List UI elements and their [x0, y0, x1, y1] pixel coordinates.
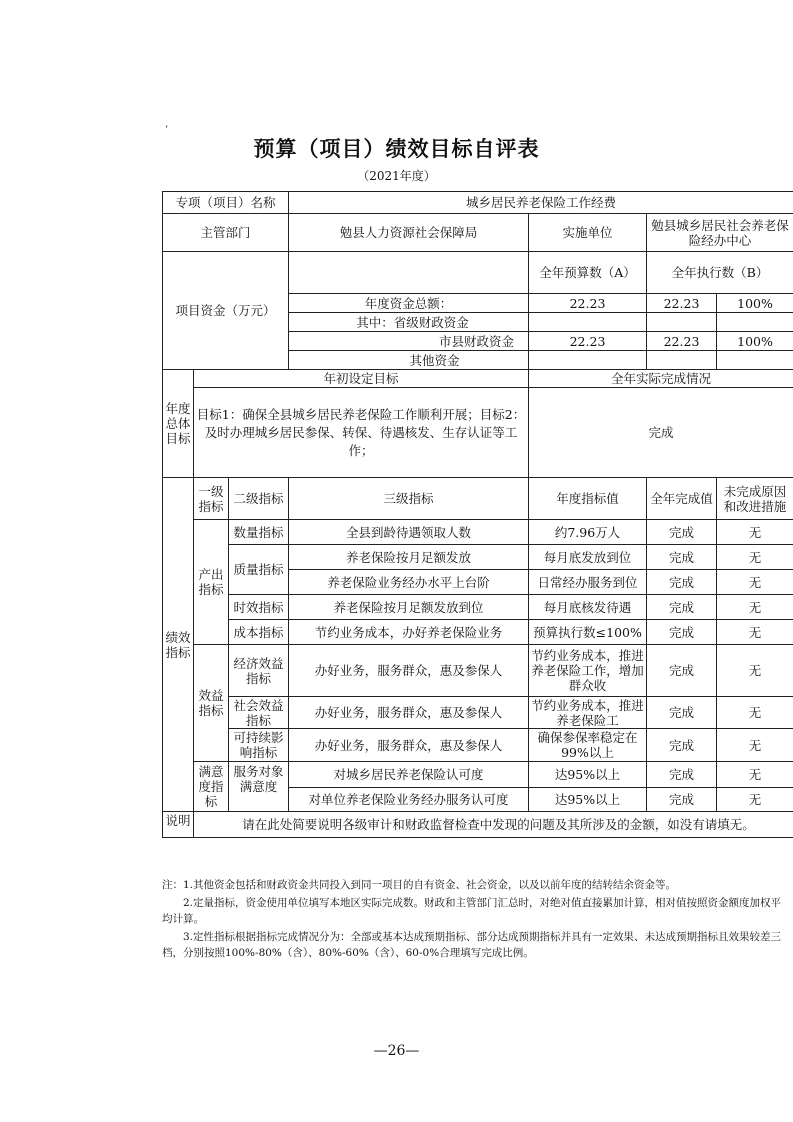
perf-header-target: 年度指标值 [529, 478, 647, 520]
corner-mark: ʻ [165, 125, 168, 135]
goals-done-text: 完成 [529, 388, 793, 478]
evaluation-table [162, 191, 793, 838]
perf-l3: 全县到龄待遇领取人数 [289, 520, 529, 545]
perf-l3: 养老保险按月足额发放 [289, 545, 529, 570]
effect-label: 效益指标 [194, 645, 229, 762]
fund-row-rate [717, 351, 793, 370]
perf-reason: 无 [717, 762, 793, 788]
fund-row-rate: 100% [717, 332, 793, 351]
project-name-label: 专项（项目）名称 [163, 192, 289, 214]
fund-row-budget: 22.23 [529, 294, 647, 313]
perf-target: 节约业务成本，推进养老保险工作，增加群众收 [531, 648, 644, 693]
impl-unit-value: 勉县城乡居民社会养老保险经办中心 [647, 214, 793, 252]
page-number: —26— [373, 1043, 420, 1059]
fund-row-exec: 22.23 [647, 332, 717, 351]
fund-row-exec: 22.23 [647, 294, 717, 313]
perf-l2: 经济效益指标 [229, 645, 289, 697]
perf-l2: 数量指标 [233, 524, 284, 540]
perf-value: 完成 [647, 620, 717, 645]
perf-reason: 无 [717, 788, 793, 812]
funds-header-blank [289, 252, 529, 294]
explain-label: 说明 [165, 812, 191, 828]
perf-reason: 无 [717, 645, 793, 697]
perf-reason: 无 [717, 729, 793, 762]
perf-target: 日常经办服务到位 [537, 574, 638, 590]
footnotes [162, 877, 782, 963]
perf-l3: 对城乡居民养老保险认可度 [289, 762, 529, 788]
goals-label: 年度总体目标 [163, 370, 194, 478]
project-name-value: 城乡居民养老保险工作经费 [289, 192, 793, 214]
dept-label: 主管部门 [163, 214, 289, 252]
perf-target: 预算执行数≤100% [533, 624, 642, 640]
perf-value: 完成 [647, 520, 717, 545]
perf-target: 每月底核发待遇 [529, 595, 647, 620]
perf-l2: 质量指标 [229, 545, 289, 595]
perf-reason: 无 [717, 570, 793, 595]
perf-value: 完成 [647, 645, 717, 697]
perf-target: 节约业务成本，推进养老保险工 [529, 697, 647, 729]
year-label: （2021年度） [357, 169, 436, 183]
perf-header-l2: 二级指标 [229, 478, 289, 520]
fund-row-budget: 22.23 [529, 332, 647, 351]
perf-l3: 养老保险业务经办水平上台阶 [289, 570, 529, 595]
perf-target: 达95%以上 [529, 762, 647, 788]
perf-reason: 无 [717, 595, 793, 620]
perf-l2: 时效指标 [233, 599, 284, 615]
perf-header-l3: 三级指标 [289, 478, 529, 520]
perf-value: 完成 [647, 570, 717, 595]
page-title: 预算（项目）绩效目标自评表 [253, 136, 540, 161]
fund-row-name: 其中：省级财政资金 [289, 313, 529, 332]
perf-value: 完成 [647, 729, 717, 762]
perf-header-l1: 一级指标 [194, 478, 229, 520]
perf-reason: 无 [717, 545, 793, 570]
perf-target: 约7.96万人 [529, 520, 647, 545]
fund-row-name: 年度资金总额： [289, 294, 529, 313]
fund-row-rate: 100% [717, 294, 793, 313]
fund-row-budget [529, 351, 647, 370]
perf-header-reason: 未完成原因和改进措施 [717, 478, 793, 520]
col-exec-header: 全年执行数（B） [647, 252, 793, 294]
perf-reason: 无 [717, 697, 793, 729]
perf-value: 完成 [647, 788, 717, 812]
perf-l3: 办好业务，服务群众，惠及参保人 [289, 645, 529, 697]
perf-l3: 办好业务，服务群众，惠及参保人 [289, 697, 529, 729]
perf-value: 完成 [647, 762, 717, 788]
col-budget-header: 全年预算数（A） [529, 252, 647, 294]
perf-target: 确保参保率稳定在99%以上 [529, 729, 647, 762]
perf-l3: 节约业务成本，办好养老保险业务 [289, 620, 529, 645]
perf-reason: 无 [717, 620, 793, 645]
perf-header-value: 全年完成值 [647, 478, 717, 520]
footnote-3: 3.定性指标根据指标完成情况分为：全部或基本达成预期指标、部分达成预期指标并具有一定效果、未达成预期指标且效果较差三档，分别按照100%-80%（含）、80%-60%（含）、60-0%合理填写完成比例。 [162, 931, 782, 959]
fund-row-name: 其他资金 [289, 351, 529, 370]
fund-row-exec [647, 351, 717, 370]
satisfaction-label: 满意度指标 [194, 762, 229, 812]
perf-target: 每月底发放到位 [529, 545, 647, 570]
fund-row-rate [717, 313, 793, 332]
fund-row-exec [647, 313, 717, 332]
perf-value: 完成 [647, 595, 717, 620]
goals-set-text: 目标1：确保全县城乡居民养老保险工作顺利开展；目标2：及时办理城乡居民参保、转保、待遇核发、生存认证等工作； [194, 388, 529, 478]
output-label: 产出指标 [194, 520, 229, 645]
perf-l2: 可持续影响指标 [229, 729, 289, 762]
perf-l3: 办好业务，服务群众，惠及参保人 [289, 729, 529, 762]
perf-value: 完成 [647, 697, 717, 729]
footnote-1: 注：1.其他资金包括和财政资金共同投入到同一项目的自有资金、社会资金，以及以前年度的结转结余资金等。 [162, 879, 677, 891]
perf-label: 绩效指标 [163, 478, 194, 812]
perf-l2: 服务对象满意度 [233, 763, 284, 794]
fund-row-budget [529, 313, 647, 332]
funds-label: 项目资金（万元） [163, 252, 289, 370]
perf-value: 完成 [647, 545, 717, 570]
goals-done-header: 全年实际完成情况 [529, 370, 793, 388]
explain-text: 请在此处简要说明各级审计和财政监督检查中发现的问题及其所涉及的金额，如没有请填无。 [194, 812, 793, 838]
fund-row-name: 市县财政资金 [289, 332, 529, 351]
perf-l3: 养老保险按月足额发放到位 [289, 595, 529, 620]
dept-value: 勉县人力资源社会保障局 [289, 214, 529, 252]
perf-reason: 无 [717, 520, 793, 545]
footnote-2: 2.定量指标，资金使用单位填写本地区实际完成数。财政和主管部门汇总时，对绝对值直接累加计算，相对值按照资金额度加权平均计算。 [162, 897, 782, 925]
goals-set-header: 年初设定目标 [194, 370, 529, 388]
perf-l3: 对单位养老保险业务经办服务认可度 [289, 788, 529, 812]
perf-target: 达95%以上 [529, 788, 647, 812]
perf-l2: 社会效益指标 [233, 697, 284, 728]
impl-unit-label: 实施单位 [529, 214, 647, 252]
perf-l2: 成本指标 [233, 624, 284, 640]
